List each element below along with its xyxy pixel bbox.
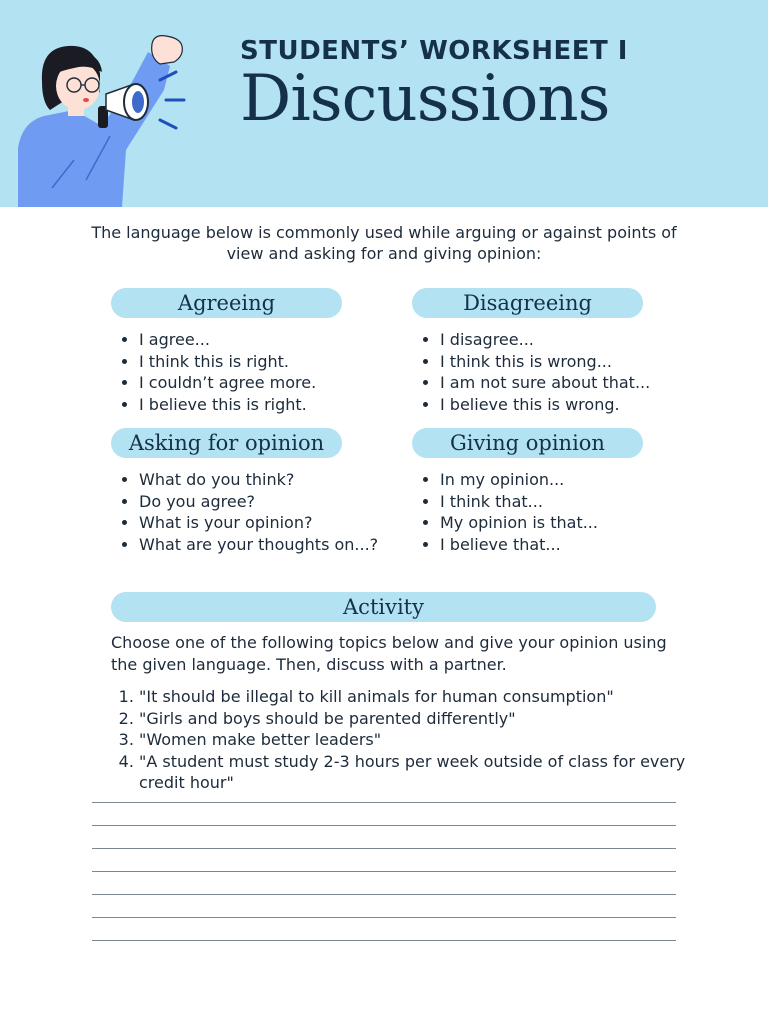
writing-line [92, 871, 676, 872]
list-item: • I think that... [440, 491, 720, 513]
list-item: • What do you think? [139, 469, 379, 491]
list-item: • I couldn’t agree more. [139, 372, 399, 394]
worksheet-subtitle: STUDENTS’ WORKSHEET I [240, 36, 628, 66]
agreeing-list [111, 329, 399, 415]
asking-for-opinion-heading: Asking for opinion [111, 428, 342, 458]
topic-item: 1. "It should be illegal to kill animals for human consumption" [139, 686, 699, 708]
page-title: Discussions [240, 62, 610, 136]
disagreeing-heading: Disagreeing [412, 288, 643, 318]
list-item: • What are your thoughts on...? [139, 534, 379, 556]
list-item: • I disagree... [440, 329, 740, 351]
list-item: • My opinion is that... [440, 512, 720, 534]
list-item: • What is your opinion? [139, 512, 379, 534]
agreeing-heading: Agreeing [111, 288, 342, 318]
giving-opinion-list [412, 469, 720, 555]
writing-line [92, 848, 676, 849]
topic-item: 4. "A student must study 2-3 hours per week outside of class for every credit hour" [139, 751, 699, 794]
list-item: • I agree... [139, 329, 399, 351]
list-item: • I believe that... [440, 534, 720, 556]
header-banner [0, 0, 768, 207]
writing-line [92, 894, 676, 895]
list-item: • In my opinion... [440, 469, 720, 491]
topic-item: 3. "Women make better leaders" [139, 729, 699, 751]
list-item: • I believe this is right. [139, 394, 399, 416]
student-megaphone-illustration [14, 30, 194, 207]
list-item: • I think this is right. [139, 351, 399, 373]
topic-item: 2. "Girls and boys should be parented differently" [139, 708, 699, 730]
giving-opinion-heading: Giving opinion [412, 428, 643, 458]
asking-for-opinion-list [111, 469, 379, 555]
activity-heading: Activity [111, 592, 656, 622]
writing-line [92, 825, 676, 826]
list-item: • I believe this is wrong. [440, 394, 740, 416]
writing-line [92, 940, 676, 941]
topics-list [111, 686, 699, 794]
writing-line [92, 917, 676, 918]
writing-line [92, 802, 676, 803]
list-item: • I think this is wrong... [440, 351, 740, 373]
list-item: • I am not sure about that... [440, 372, 740, 394]
activity-instructions: Choose one of the following topics below and give your opinion using the given language. Then, discuss with a partner. [111, 633, 667, 674]
list-item: • Do you agree? [139, 491, 379, 513]
intro-text: The language below is commonly used while arguing or against points of view and asking for and giving opinion: [91, 223, 677, 263]
disagreeing-list [412, 329, 740, 415]
